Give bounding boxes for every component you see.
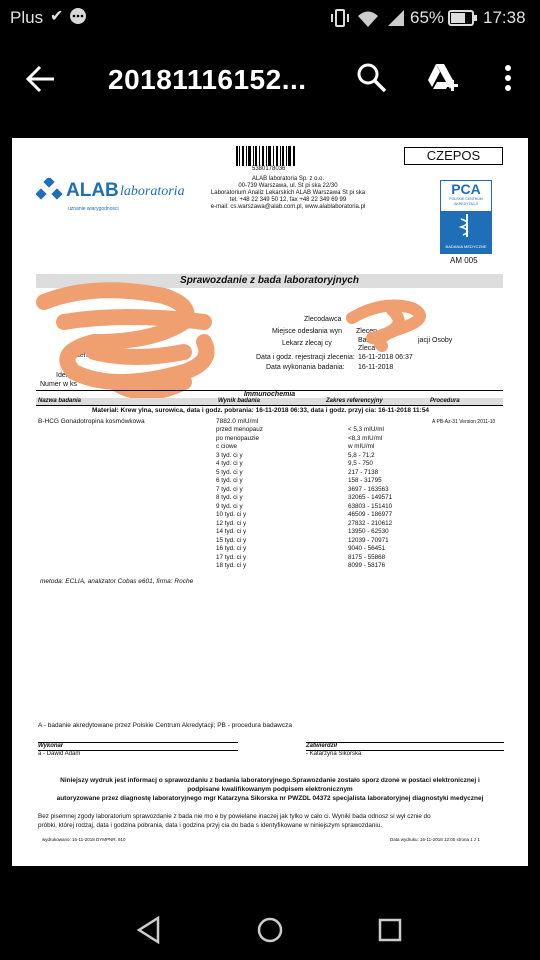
reference-range: 3697 - 163563 [348,485,389,493]
nav-home-icon[interactable] [256,916,284,949]
reference-table [216,426,416,571]
reference-row [216,477,416,486]
nav-back-icon[interactable] [136,916,162,949]
physician-value: Bab Mi [358,337,380,344]
company-info [188,176,388,211]
reference-label: c ciowe [216,443,237,450]
clock: 17:38 [483,8,526,27]
label-birthdate: Data ur [74,320,97,327]
reference-range: w mIU/ml [348,443,375,450]
wifi-icon [357,8,379,33]
more-vert-icon[interactable] [490,60,526,96]
reference-row [216,545,416,554]
reference-range: 9,5 - 750 [348,460,373,467]
orderer-value: Zlecen [356,328,378,335]
reference-range: 158 - 31795 [348,477,382,484]
physician-value-2: Zleca [358,345,376,352]
caduceus-icon [441,211,493,239]
reference-range: 27832 - 210612 [348,519,393,527]
reference-range: 46509 - 186977 [348,511,393,518]
reference-row [216,562,416,571]
test-result: 7882.0 mIU/ml [216,418,259,425]
label-book-number: Numer w ks [40,381,77,388]
pca-subtitle: POLSKIE CENTRUM AKREDYTACJI [449,197,483,206]
reference-label: 16 tyd. ci y [216,545,247,552]
col-reference: Zakres referencyjny [326,398,383,404]
legend-note: A - badanie akredytowane przez Polskie Centrum Akredytacji; PB - procedura badawcza [38,722,292,729]
pca-bottom: BADANIA MEDYCZNE [445,244,487,249]
reference-label: 7 tyd. ci y [216,485,243,493]
reference-row [216,486,416,495]
pca-logo [440,180,492,254]
signature-left-label: Wykonał [38,743,63,749]
navigation-bar [0,896,540,960]
reference-label: 3 tyd. ci y [216,451,243,459]
reference-range: 9040 - 56451 [348,545,386,552]
reference-label: 18 tyd. ci y [216,562,247,569]
reference-row [216,469,416,478]
pca-code: AM 005 [450,256,478,265]
extra-right-text: jacji Osoby [418,337,453,344]
label-physician: Lekarz zlecaj cy [282,340,332,347]
reference-row [216,537,416,546]
reference-label: 15 tyd. ci y [216,536,247,544]
app-bar [0,36,540,122]
signature-left [38,742,238,758]
vibrate-icon [330,8,350,33]
reference-row [216,494,416,503]
pca-title: PCA [451,181,481,197]
company-line: Laboratorium Analiz Lekarskich ALAB Warszawa St pi ska [210,190,366,196]
check-notification-icon: ✔ [50,8,64,25]
signature-right-name: - Katarzyna Sikorska [306,750,504,758]
logo-subtext: laboratoria [120,184,185,199]
signal-icon [386,8,406,33]
search-icon[interactable] [354,60,390,96]
status-bar [0,0,540,36]
registration-date: 16-11-2018 06:37 [358,354,413,361]
section-header: Immunochemia [36,390,503,398]
reference-row [216,435,416,444]
method-note: metoda: ECLIA, analizator Cobas e601, firma: Roche [40,578,194,585]
reference-row [216,426,416,435]
footer-note [38,812,508,830]
test-procedure: A PB-Az-31 Version 2011-10 [432,419,496,425]
drive-add-icon[interactable] [424,60,460,96]
test-name: B-HCG Gonadotropina kosmówkowa [38,418,145,425]
footer-note-line: Bez pisemnej zgody laboratorium sprawozdanie z bada nie mo e by powielane inaczej jak tylko w cało ci. Wyniki bada odnosz si wył cznie do [38,813,431,820]
reference-label: 14 tyd. ci y [216,528,247,535]
reference-row [216,511,416,520]
reference-label: 10 tyd. ci y [216,511,247,518]
reference-label: 6 tyd. ci y [216,477,243,484]
carrier-label: Plus [10,8,44,27]
reference-range: 8099 - 58176 [348,562,386,569]
logo-text: ALAB [66,180,119,201]
reference-label: po menopauzie [216,434,260,442]
nav-recents-icon[interactable] [378,918,402,947]
document-page[interactable] [12,138,528,866]
reference-label: 9 tyd. ci y [216,502,243,510]
footer-line: podpisane kwalifikowanym podpisem elektronicznym [187,786,353,793]
signature-left-name: a - Dawid Adam [38,750,238,758]
printed-info-left: wydrukowano: 16-11-2018 DYMPNR: 910 [42,837,126,842]
reference-range: 5,8 - 71,2 [348,451,375,459]
reference-row [216,443,416,452]
reference-row [216,528,416,537]
reference-row [216,460,416,469]
company-line: 00-739 Warszawa, ul. St pi ska 22/30 [238,183,338,189]
printed-info-right: Data wydruku: 16-11-2018 12:00 strona 1 z 1 [390,837,480,842]
reference-range: 63803 - 151410 [348,502,393,510]
column-header-row [36,398,503,406]
reference-range: 8175 - 55868 [348,553,386,561]
footer-statement [32,776,508,803]
reference-label: 4 tyd. ci y [216,460,243,467]
logo-tagline: uznanie wiarygodnosci [68,206,119,212]
company-line: ALAB laboratoria Sp. z o.o. [251,176,325,182]
company-line: e-mail: cs.warszawa@alab.com.pl, www.alablaboratoria.pl [210,204,366,210]
exec-date: 16-11-2018 [358,364,394,371]
reference-row [216,554,416,563]
label-exec-date: Data wykonania badania: [266,364,345,371]
label-doc-ident: Ident. dokum [56,372,97,379]
col-test-name: Nazwa badania [38,398,82,404]
reference-range: 13950 - 62530 [348,528,389,535]
reference-label: 12 tyd. ci y [216,519,247,527]
reference-label: 8 tyd. ci y [216,494,243,501]
footer-note-line: próbki, której rodzaj, data i godzina pobrania, data i godzina przyj cia do bada s identyfikowane w niniejszym sprawozdaniu. [38,822,383,829]
barcode-number: 5380178036 [252,166,286,172]
col-result: Wynik badania [218,398,260,404]
battery-percent: 65% [410,8,445,27]
reference-row [216,503,416,512]
reference-label: 5 tyd. ci y [216,468,243,476]
material-line: Materiał: Krew ylna, surowica, data i godz. pobrania: 16-11-2018 06:33, data i godz. przyj cia: 16-11-2018 11:54 [92,407,430,414]
col-procedure: Procedura [430,398,460,404]
message-notification-icon [68,6,88,31]
reference-range: < 5,3 mIU/ml [348,426,384,433]
alab-logo-icon [36,178,62,204]
report-title: Sprawozdanie z bada laboratoryjnych [36,274,503,288]
code-box: CZEPOS [404,147,503,165]
label-orderer: Zlecodawca [304,316,342,323]
signature-right-label: Zatwierdził [306,743,338,749]
reference-range: 217 - 7138 [348,468,379,476]
label-ident: Ident [74,352,90,359]
reference-row [216,520,416,529]
file-title: 20181116152... [108,64,307,95]
company-line: tel. +48 22 349 50 12, fax +48 22 349 69 99 [229,197,347,203]
reference-range: 32065 - 149571 [348,494,393,501]
reference-label: 17 tyd. ci y [216,553,247,561]
footer-line: Niniejszy wydruk jest informacj o sprawozdaniu z badania laboratoryjnego.Sprawozdanie zostało sporz dzone w postaci elektronicznej i [60,777,480,784]
footer-line: autoryzowane przez diagnostę laboratoryjnego mgr Katarzyna Sikorska nr PWZDL 04372 specjalista laboratoryjnej diagnostyki medycznej [56,795,484,802]
barcode [236,146,296,166]
reference-range: 12039 - 70971 [348,536,389,544]
battery-icon [448,10,478,31]
signature-right [306,742,504,758]
label-return-place: Miejsce odesłania wyn [272,328,343,335]
reference-range: <8,3 mIU/ml [348,434,383,442]
reference-row [216,452,416,461]
redaction-scribble-2 [342,298,452,358]
label-registration-date: Data i godz. rejestracji zlecenia: [256,354,355,361]
back-arrow-icon[interactable] [24,64,58,94]
reference-label: przed menopauz [216,426,263,433]
